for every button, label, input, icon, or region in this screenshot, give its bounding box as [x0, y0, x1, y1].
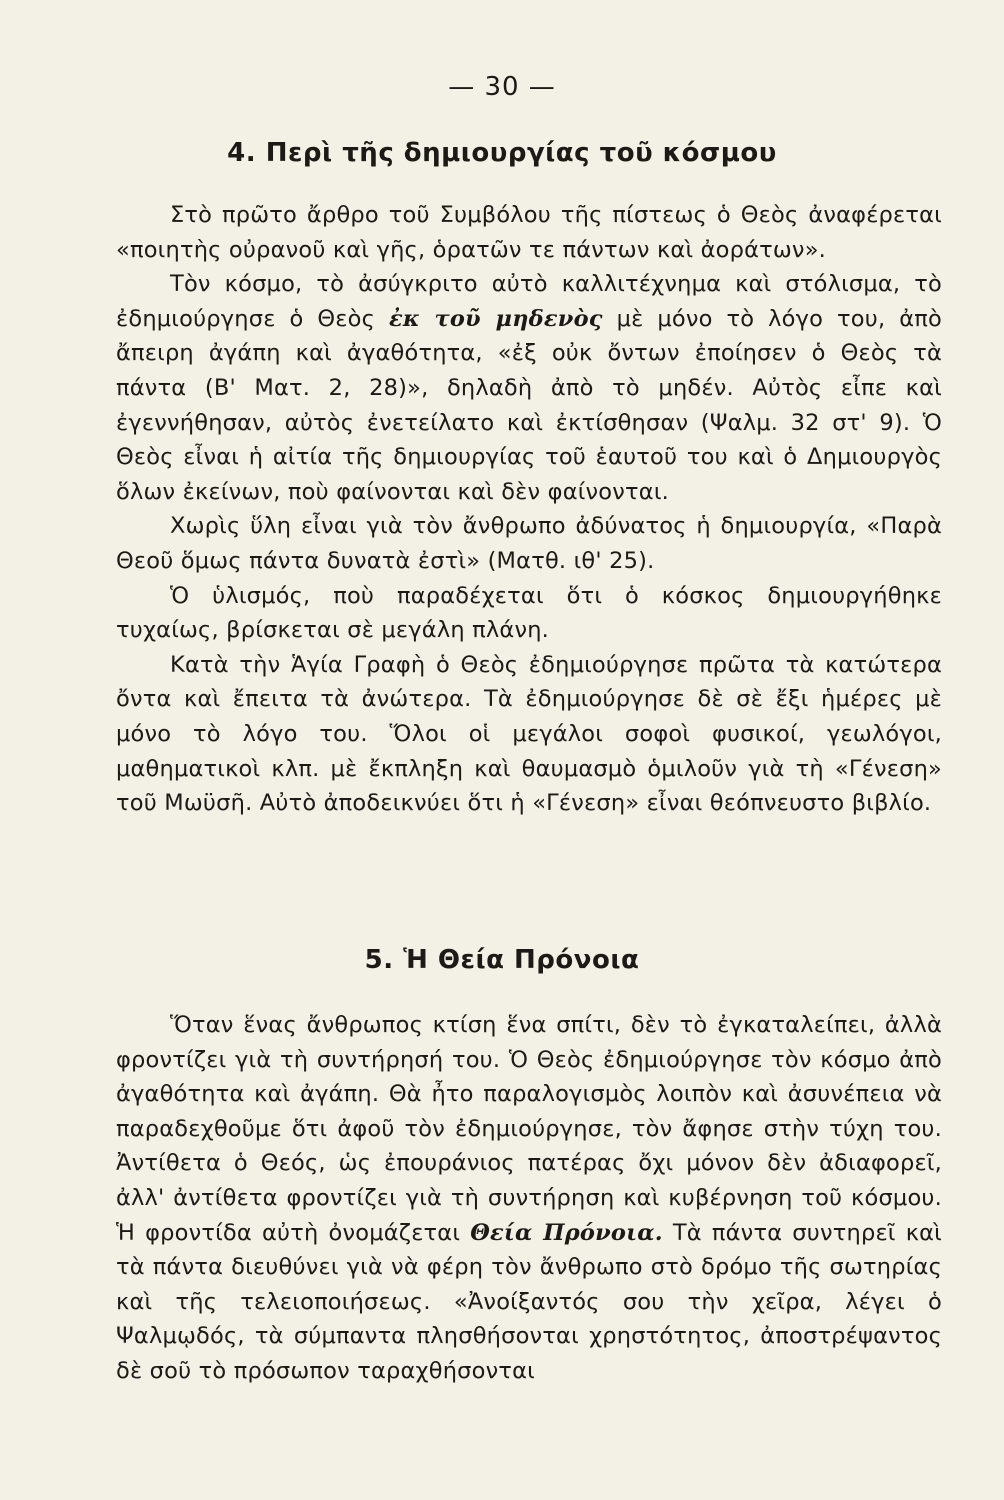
section-heading-creation: 4. Περὶ τῆς δημιουργίας τοῦ κόσμου [227, 138, 777, 168]
text-run: Ὅταν ἕνας ἄνθρωπος κτίση ἕνα σπίτι, δὲν τὸ ἐγκαταλείπει, ἀλλὰ φροντίζει γιὰ τὴ συντήρησή του. Ὁ Θεὸς ἐδημιούργησε τὸν κόσμο ἀπὸ ἀγαθότητα καὶ ἀγάπη. Θὰ ἦτο παραλογισμὸς λοιπὸν καὶ ἀσυνέπεια νὰ παραδεχθοῦμε ὅτι ἀφοῦ τὸν ἐδημιούργησε, τὸν ἄφησε στὴν τύχη του. Ἀντίθετα ὁ Θεός, ὡς ἐπουράνιος πατέρας ὄχι μόνον δὲν ἀδιαφορεῖ, ἀλλ' ἀντίθετα φροντίζει γιὰ τὴ συντήρηση καὶ κυβέρνηση τοῦ κόσμου. Ἡ φροντίδα αὐτὴ ὀνομάζεται [116, 1012, 942, 1246]
paragraph: Στὸ πρῶτο ἄρθρο τοῦ Συμβόλου τῆς πίστεως ὁ Θεὸς ἀναφέρεται «ποιητὴς οὐρανοῦ καὶ γῆς, ὁρατῶν τε πάντων καὶ ἀοράτων». [116, 202, 942, 263]
paragraph [116, 1008, 942, 1389]
paragraph: Ὁ ὑλισμός, ποὺ παραδέχεται ὅτι ὁ κόσκος δημιουργήθηκε τυχαίως, βρίσκεται σὲ μεγάλη πλάνη. [116, 582, 942, 644]
paragraph: Κατὰ τὴν Ἁγία Γραφὴ ὁ Θεὸς ἐδημιούργησε πρῶτα τὰ κατώτερα ὄντα καὶ ἔπειτα τὰ ἀνώτερα. Τὰ ἐδημιούργησε δὲ σὲ ἔξι ἡμέρες μὲ μόνο τὸ λόγο του. Ὅλοι οἱ μεγάλοι σοφοὶ φυσικοί, γεωλόγοι, μαθηματικοὶ κλπ. μὲ ἔκπληξη καὶ θαυμασμὸ ὁμιλοῦν γιὰ τὴ «Γένεση» τοῦ Μωϋσῆ. Αὐτὸ ἀποδεικνύει ὅτι ἡ «Γένεση» εἶναι θεόπνευστο βιβλίο. [116, 651, 942, 817]
section-heading-providence: 5. Ἡ Θεία Πρόνοια [364, 945, 640, 975]
section-body-providence [116, 1008, 942, 1389]
text-run: μὲ μόνο τὸ λόγο του, ἀπὸ ἄπειρη ἀγάπη καὶ ἀγαθότητα, «ἐξ οὐκ ὄντων ἐποίησεν ὁ Θεὸς τὰ πάντα (Β' Ματ. 2, 28)», δηλαδὴ ἀπὸ τὸ μηδέν. Αὐτὸς εἶπε καὶ ἐγεννήθησαν, αὐτὸς ἐνετείλατο καὶ ἐκτίσθησαν (Ψαλμ. 32 στ' 9). Ὁ Θεὸς εἶναι ἡ αἰτία τῆς δημιουργίας τοῦ ἑαυτοῦ του καὶ ὁ Δημιουργὸς ὅλων ἐκείνων, ποὺ φαίνονται καὶ δὲν φαίνονται. [116, 305, 942, 505]
text-run: Τὰ πάντα συντηρεῖ καὶ τὰ πάντα διευθύνει γιὰ νὰ φέρη τὸν ἄνθρωπο στὸ δρόμο τῆς σωτηρίας καὶ τῆς τελειοποιήσεως. «Ἀνοίξαντός σου τὴν χεῖρα, λέγει ὁ Ψαλμῳδός, τὰ σύμπαντα πλησθήσονται χρηστότητος, ἀποστρέψαντος δὲ σοῦ τὸ πρόσωπον ταραχθήσονται [116, 1219, 942, 1384]
emphasis: ἐκ τοῦ μηδενὸς [388, 305, 603, 332]
paragraph: Χωρὶς ὕλη εἶναι γιὰ τὸν ἄνθρωπο ἀδύνατος ἡ δημιουργία, «Παρὰ Θεοῦ ὅμως πάντα δυνατὰ ἐστὶ» (Ματθ. ιθ' 25). [116, 513, 942, 574]
text-run: Τὸν κόσμο, τὸ ἀσύγκριτο αὐτὸ καλλιτέχνημα καὶ στόλισμα, τὸ ἐδημιούργησε ὁ Θεὸς [116, 271, 942, 332]
page-number: — 30 — [448, 72, 556, 102]
paragraph [116, 267, 942, 509]
section-body-creation [116, 198, 942, 821]
emphasis: Θεία Πρόνοια. [470, 1219, 663, 1246]
